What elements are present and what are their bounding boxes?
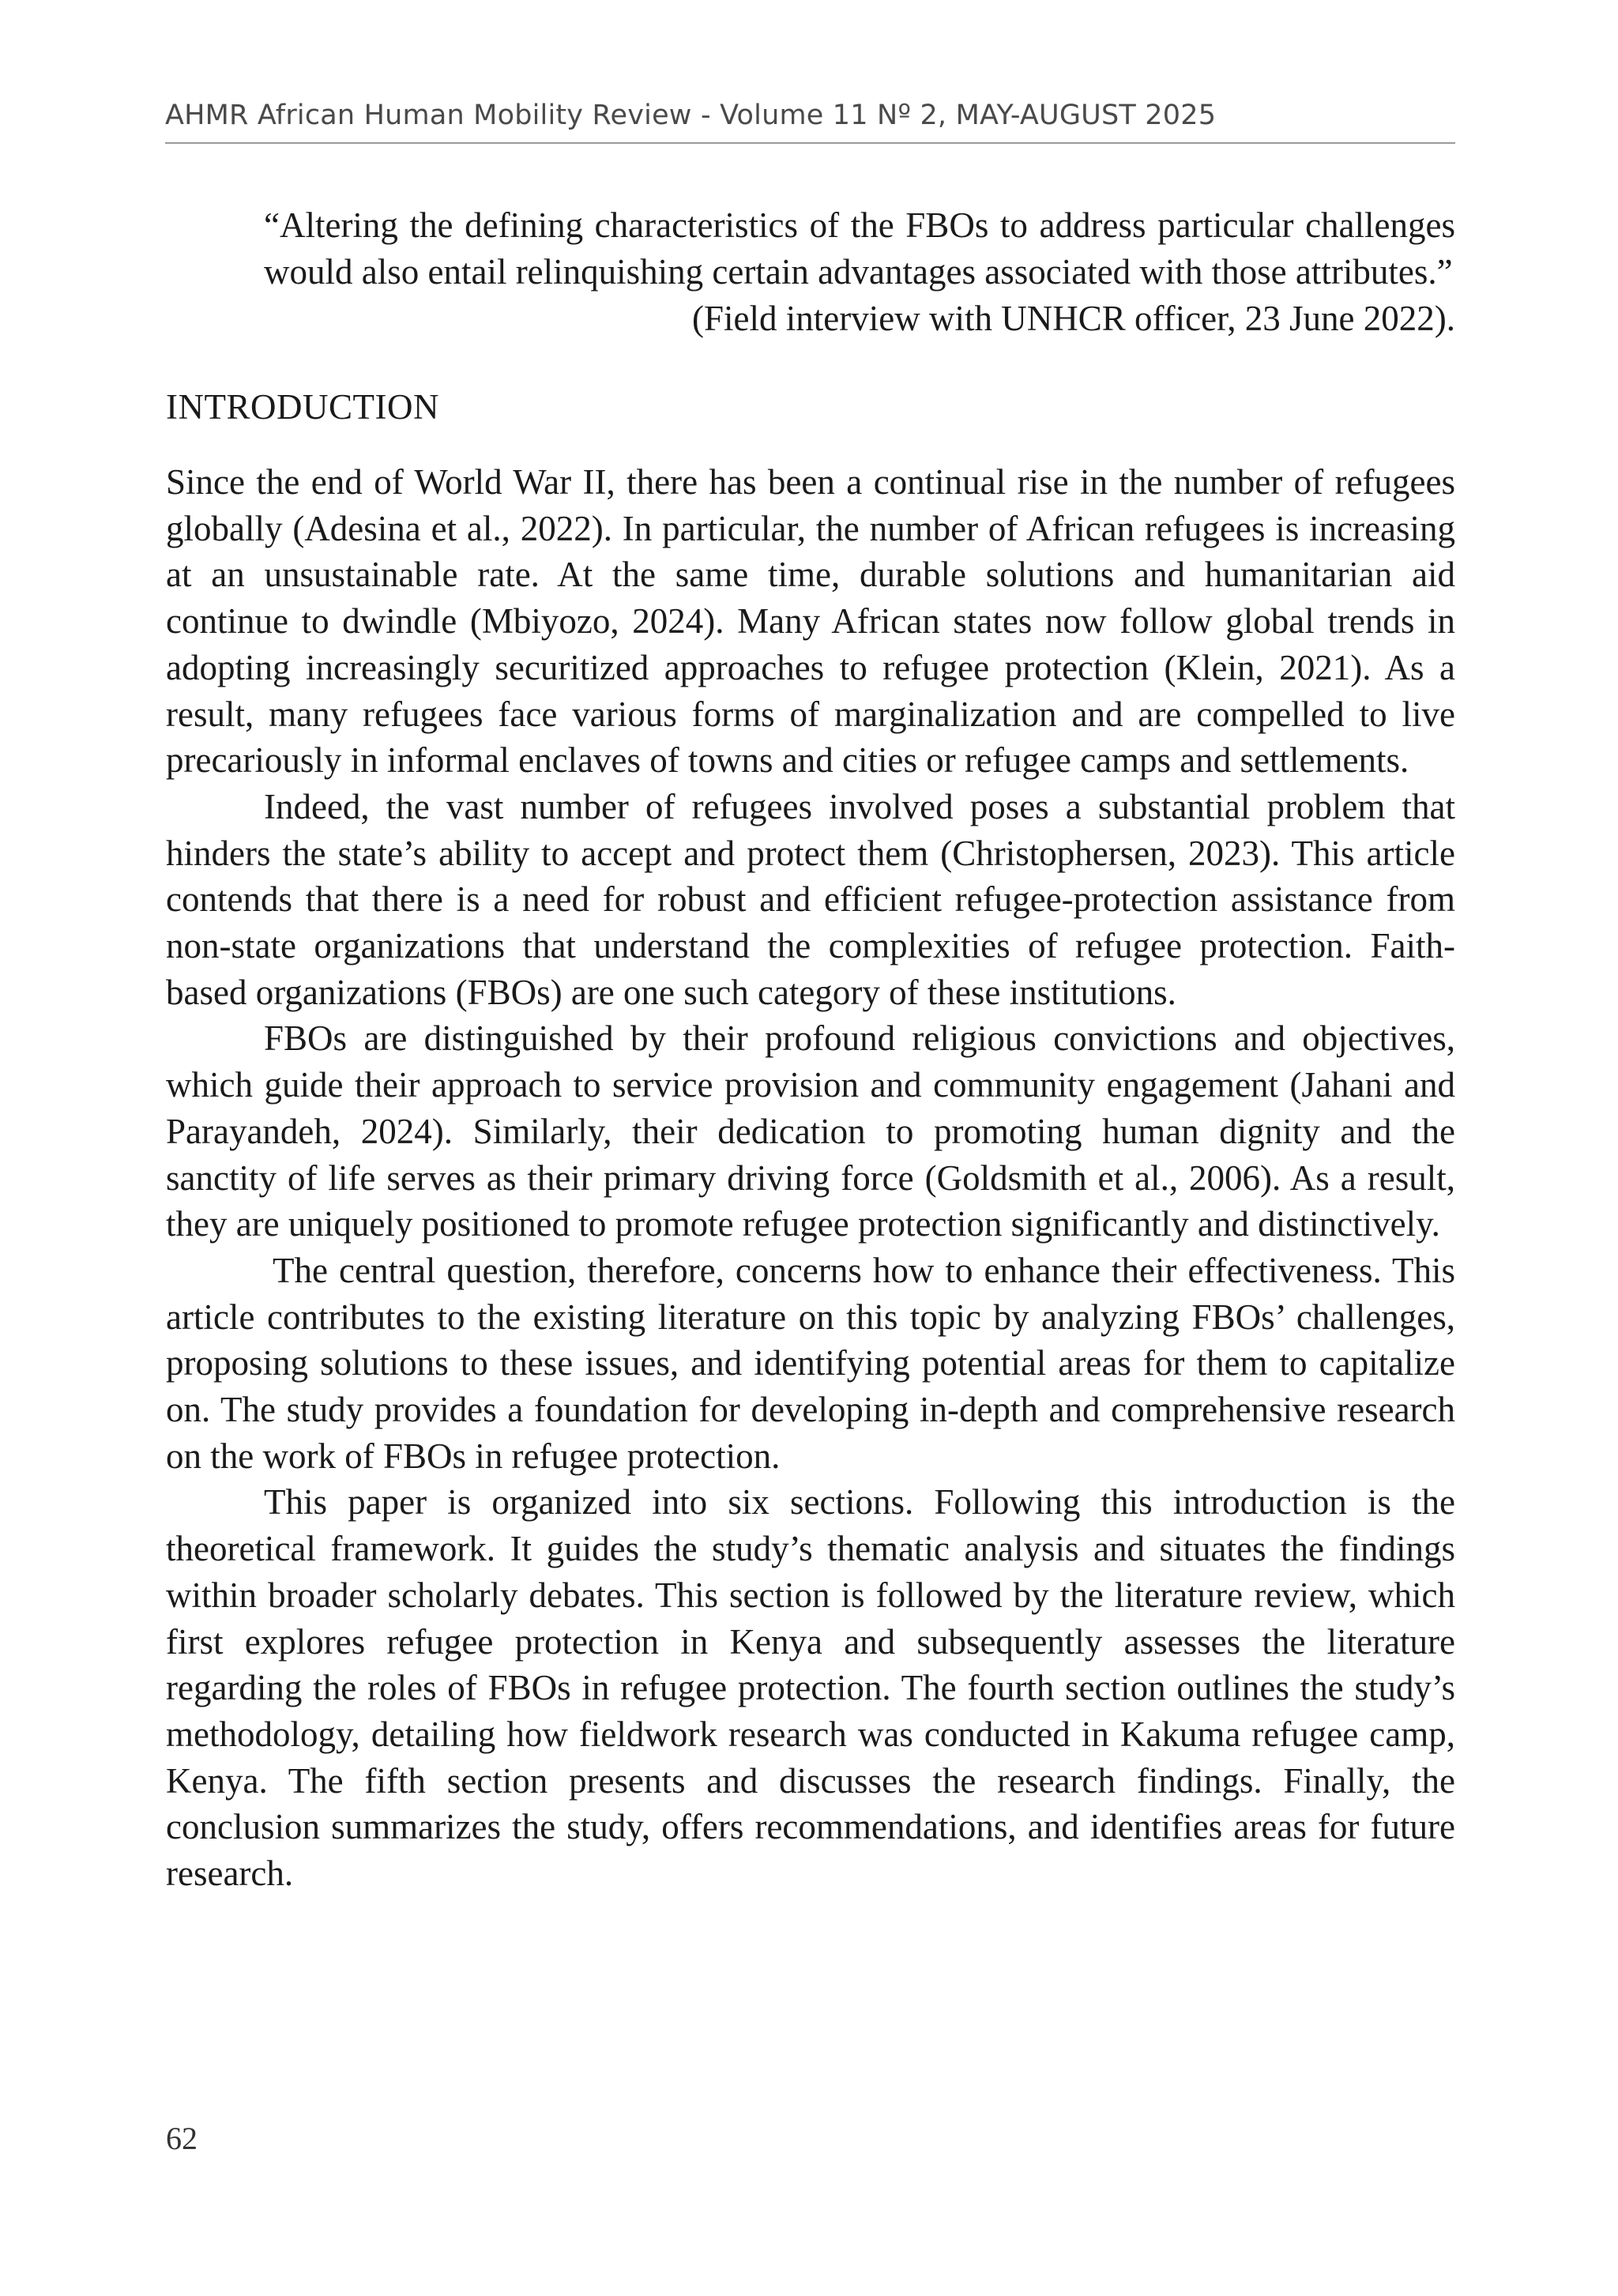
epigraph [264, 202, 1455, 342]
body-text [166, 459, 1455, 1897]
paragraph-2: Indeed, the vast number of refugees involved poses a substantial problem that hinders the state’s ability to accept and protect them (Christophersen, 2023). This article contends that there is a need for robust and efficient refugee-protection assistance from non-state organizations that understand the complexities of refugee protection. Faith-based organizations (FBOs) are one such category of these institutions. [166, 786, 1455, 1012]
paragraph-4: The central question, therefore, concerns how to enhance their effectiveness. This article contributes to the existing literature on this topic by analyzing FBOs’ challenges, proposing solutions to these issues, and identifying potential areas for them to capitalize on. The study provides a foundation for developing in-depth and comprehensive research on the work of FBOs in refugee protection. [166, 1250, 1455, 1476]
page-content [166, 202, 1455, 1897]
running-header-title: AHMR African Human Mobility Review - Volume 11 Nº 2, MAY-AUGUST 2025 [165, 100, 1217, 131]
running-header [165, 98, 1455, 144]
page-number: 62 [166, 2121, 198, 2156]
paragraph-3: FBOs are distinguished by their profound religious convictions and objectives, which guide their approach to service provision and community engagement (Jahani and Parayandeh, 2024). Similarly, their dedication to promoting human dignity and the sanctity of life serves as their primary driving force (Goldsmith et al., 2006). As a result, they are uniquely positioned to promote refugee protection significantly and distinctively. [166, 1018, 1455, 1244]
section-heading: INTRODUCTION [166, 387, 439, 427]
epigraph-quote: “Altering the defining characteristics of the FBOs to address particular challenges would also entail relinquishing certain advantages associated with those attributes.” [264, 205, 1455, 292]
paragraph-1: Since the end of World War II, there has been a continual rise in the number of refugees globally (Adesina et al., 2022). In particular, the number of African refugees is increasing at an unsustainable rate. At the same time, durable solutions and humanitarian aid continue to dwindle (Mbiyozo, 2024). Many African states now follow global trends in adopting increasingly securitized approaches to refugee protection (Klein, 2021). As a result, many refugees face various forms of marginalization and are compelled to live precariously in informal enclaves of towns and cities or refugee camps and settlements. [166, 462, 1455, 781]
epigraph-attribution: (Field interview with UNHCR officer, 23 June 2022). [692, 299, 1455, 338]
paragraph-5: This paper is organized into six sections. Following this introduction is the theoretical framework. It guides the study’s thematic analysis and situates the findings within broader scholarly debates. This section is followed by the literature review, which first explores refugee protection in Kenya and subsequently assesses the literature regarding the roles of FBOs in refugee protection. The fourth section outlines the study’s methodology, detailing how fieldwork research was conducted in Kakuma refugee camp, Kenya. The fifth section presents and discusses the research findings. Finally, the conclusion summarizes the study, offers recommendations, and identifies areas for future research. [166, 1482, 1455, 1894]
